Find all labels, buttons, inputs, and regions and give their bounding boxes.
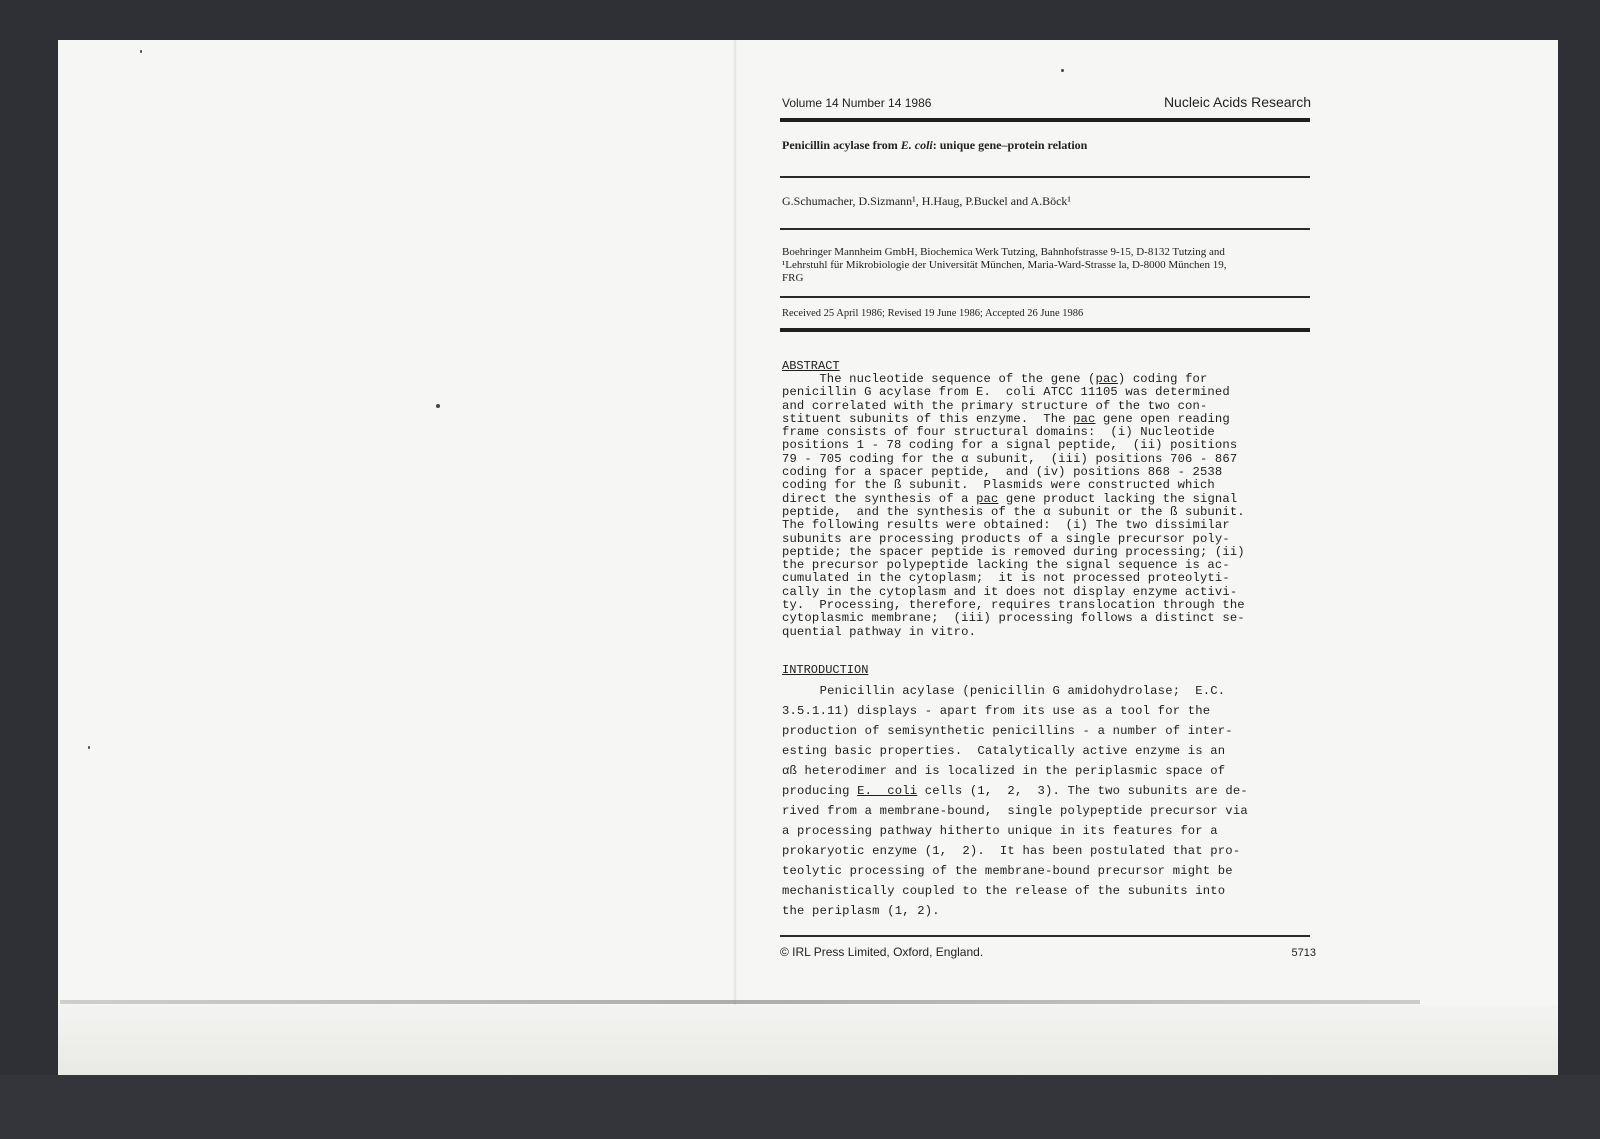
abstract-body — [782, 373, 1310, 639]
abstract-line: cally in the cytoplasm and it does not display enzyme activi- — [782, 584, 1238, 599]
journal-name: Nucleic Acids Research — [1163, 94, 1311, 110]
authors-rule — [780, 228, 1310, 230]
abstract-line: peptide, and the synthesis of the α subunit or the ß subunit. — [782, 504, 1245, 519]
paper-sheet-lower-edge — [58, 1005, 1558, 1075]
intro-line: esting basic properties. Catalytically active enzyme is an — [782, 743, 1226, 758]
dust-speck — [436, 404, 440, 408]
abstract-line: frame consists of four structural domains: (i) Nucleotide — [782, 425, 1215, 440]
page-header — [780, 88, 1310, 114]
affiliation — [782, 246, 1310, 296]
abstract-line: cytoplasmic membrane; (iii) processing follows a distinct se- — [782, 611, 1245, 626]
copyright-notice: © IRL Press Limited, Oxford, England. — [780, 944, 984, 959]
intro-line: mechanistically coupled to the release of the subunits into — [782, 883, 1226, 898]
abstract-line: coding for a spacer peptide, and (iv) positions 868 - 2538 — [782, 465, 1223, 480]
abstract-line: and correlated with the primary structure of the two con- — [782, 398, 1208, 413]
intro-line: αß heterodimer and is localized in the periplasmic space of — [782, 763, 1226, 778]
dust-speck — [88, 746, 90, 749]
intro-line: prokaryotic enzyme (1, 2). It has been postulated that pro- — [782, 843, 1241, 858]
intro-line: rived from a membrane-bound, single polypeptide precursor via — [782, 803, 1248, 818]
abstract-line: peptide; the spacer peptide is removed during processing; (ii) — [782, 544, 1245, 559]
abstract-line: cumulated in the cytoplasm; it is not processed proteolyti- — [782, 571, 1230, 586]
affiliation-line: ¹Lehrstuhl für Mikrobiologie der Universität München, Maria-Ward-Strasse la, D-8000 München 19, — [782, 259, 1227, 271]
page-footer — [780, 937, 1316, 961]
intro-line: production of semisynthetic penicillins - a number of inter- — [782, 723, 1233, 738]
author-list: G.Schumacher, D.Sizmann¹, H.Haug, P.Buckel and A.Böck¹ — [782, 194, 1072, 208]
header-rule — [780, 118, 1310, 122]
dust-speck — [140, 50, 142, 53]
introduction-body — [782, 681, 1310, 921]
journal-page — [780, 88, 1316, 961]
title-text: Penicillin acylase from — [782, 138, 901, 152]
intro-line: producing E. coli cells (1, 2, 3). The two subunits are de- — [782, 783, 1248, 798]
abstract-line: ty. Processing, therefore, requires translocation through the — [782, 598, 1245, 613]
affiliation-line: FRG — [782, 272, 804, 284]
intro-line: Penicillin acylase (penicillin G amidohydrolase; E.C. — [782, 683, 1226, 698]
abstract-line: positions 1 - 78 coding for a signal peptide, (ii) positions — [782, 438, 1238, 453]
abstract-line: coding for the ß subunit. Plasmids were constructed which — [782, 478, 1215, 493]
intro-line: 3.5.1.11) displays - apart from its use as a tool for the — [782, 703, 1211, 718]
affiliation-line: Boehringer Mannheim GmbH, Biochemica Werk Tutzing, Bahnhofstrasse 9-15, D-8132 Tutzing and — [782, 246, 1225, 258]
intro-line: teolytic processing of the membrane-bound precursor might be — [782, 863, 1233, 878]
abstract-line: direct the synthesis of a pac gene product lacking the signal — [782, 491, 1238, 506]
photocopy-smear — [60, 1000, 1420, 1004]
dust-speck — [1061, 69, 1064, 72]
title-rule — [780, 176, 1310, 178]
abstract-heading: ABSTRACT — [782, 359, 840, 373]
abstract-line: stituent subunits of this enzyme. The pac gene open reading — [782, 411, 1230, 426]
affiliation-rule — [780, 296, 1310, 298]
title-organism: E. coli — [900, 138, 933, 152]
abstract-line: 79 - 705 coding for the α subunit, (iii) positions 706 - 867 — [782, 451, 1238, 466]
abstract-line: subunits are processing products of a single precursor poly- — [782, 531, 1230, 546]
title-text-end: : unique gene–protein relation — [932, 138, 1088, 152]
article-title — [782, 138, 1310, 176]
intro-line: a processing pathway hitherto unique in its features for a — [782, 823, 1218, 838]
abstract-line: The following results were obtained: (i) The two dissimilar — [782, 518, 1230, 533]
abstract-line: The nucleotide sequence of the gene (pac) coding for — [782, 372, 1208, 386]
abstract-line: the precursor polypeptide lacking the signal sequence is ac- — [782, 558, 1230, 573]
introduction-heading: INTRODUCTION — [782, 662, 869, 677]
received-dates: Received 25 April 1986; Revised 19 June 1986; Accepted 26 June 1986 — [782, 308, 1084, 319]
dates-rule — [780, 328, 1310, 332]
abstract-line: penicillin G acylase from E. coli ATCC 11105 was determined — [782, 385, 1230, 400]
dark-background — [0, 1075, 1600, 1139]
page-number: 5713 — [1291, 946, 1316, 959]
page-fold — [733, 40, 737, 1005]
intro-line: the periplasm (1, 2). — [782, 903, 940, 918]
volume-line: Volume 14 Number 14 1986 — [782, 96, 932, 110]
abstract-line: quential pathway in vitro. — [782, 624, 977, 639]
